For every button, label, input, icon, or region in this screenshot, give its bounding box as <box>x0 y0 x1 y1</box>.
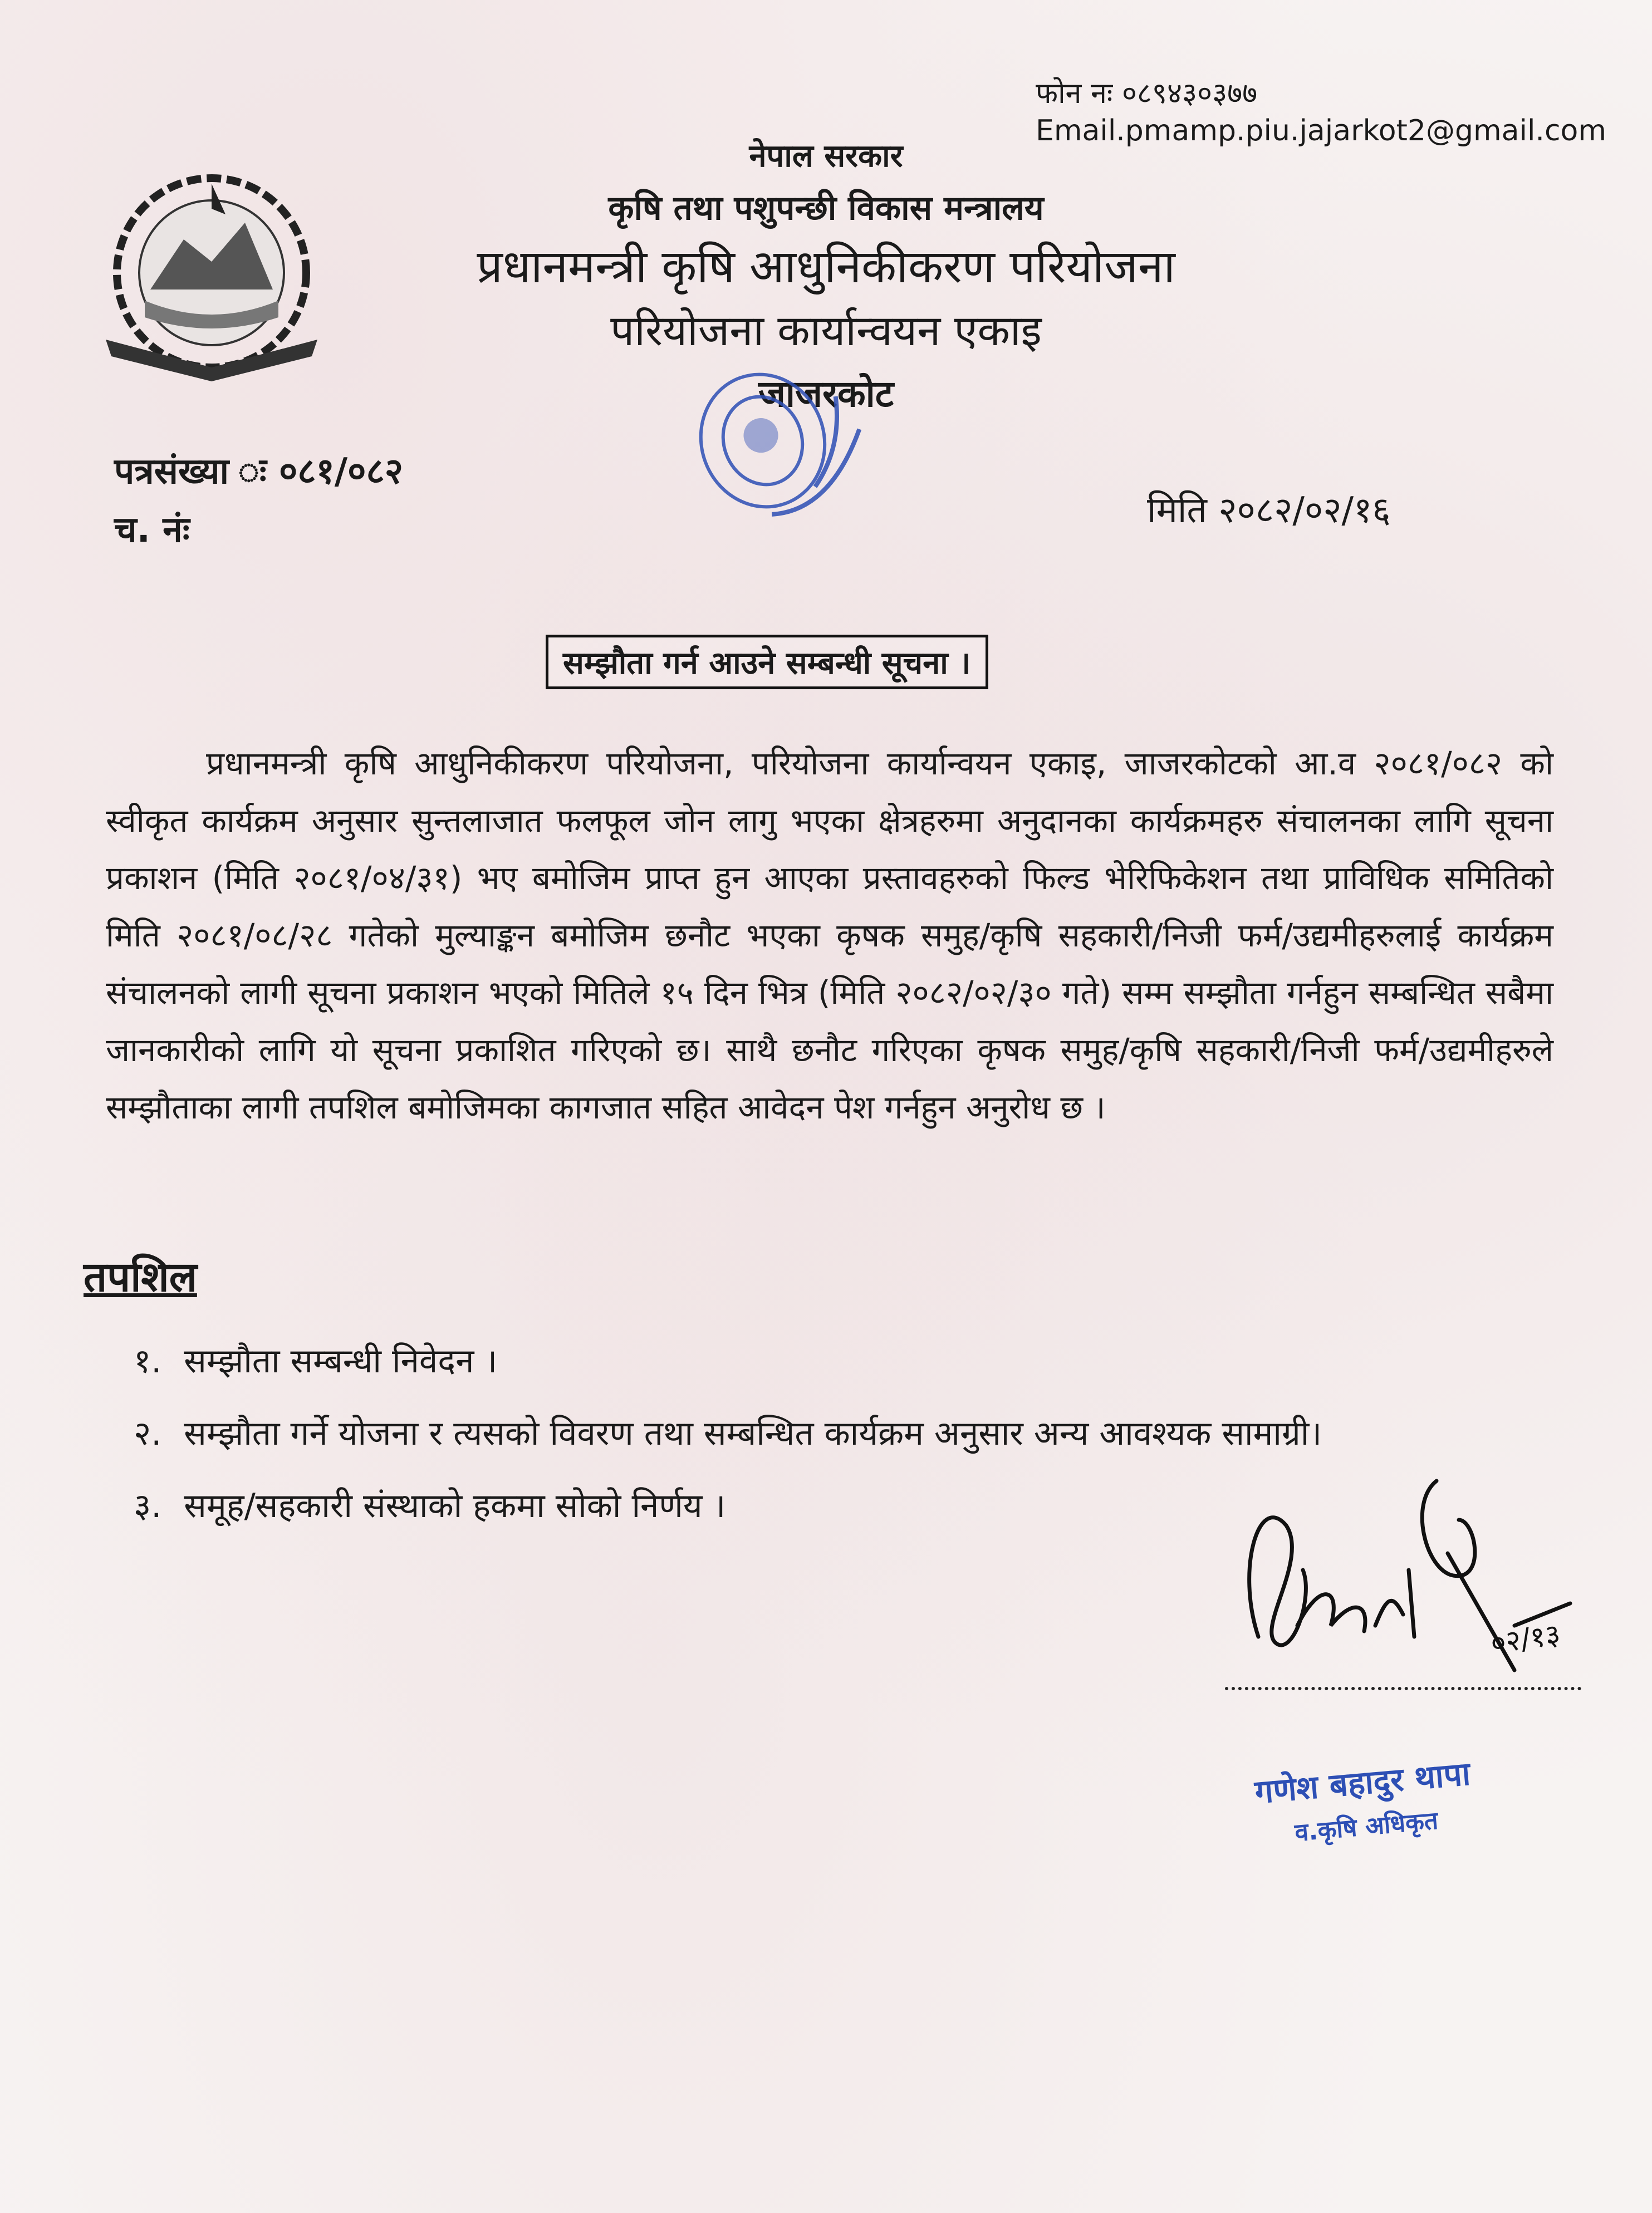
subject-heading: सम्झौता गर्न आउने सम्बन्धी सूचना । <box>546 635 988 689</box>
phone-number: फोन नः ०८९४३०३७७ <box>1036 77 1258 110</box>
office-stamp-icon <box>682 356 883 534</box>
signature-line <box>1225 1687 1581 1690</box>
email-address: Email.pmamp.piu.jajarkot2@gmail.com <box>1036 114 1607 148</box>
government-name: नेपाल सरकार <box>749 138 903 174</box>
list-heading: तपशिल <box>84 1253 197 1301</box>
letter-date: मिति २०८२/०२/१६ <box>1147 490 1391 531</box>
list-item <box>134 1325 1322 1397</box>
dispatch-number: च. नंः <box>114 509 190 551</box>
list-item-text: सम्झौता गर्ने योजना र त्यसको विवरण तथा सम्बन्धित कार्यक्रम अनुसार अन्य आवश्यक सामाग्री। <box>184 1414 1322 1453</box>
list-item <box>134 1470 1322 1542</box>
officer-name: गणेश बहादुर थापा <box>1253 1754 1472 1811</box>
list-item-number: १. <box>134 1342 162 1381</box>
list-item-text: सम्झौता सम्बन्धी निवेदन । <box>184 1342 498 1381</box>
project-name: प्रधानमन्त्री कृषि आधुनिकीकरण परियोजना <box>477 241 1175 293</box>
letter-number: पत्रसंख्या ः ०८१/०८२ <box>114 451 403 492</box>
list-item <box>134 1397 1322 1470</box>
notice-body: प्रधानमन्त्री कृषि आधुनिकीकरण परियोजना, परियोजना कार्यान्वयन एकाइ, जाजरकोटको आ.व २०८१/०८२ को स्वीकृत कार्यक्रम अनुसार सुन्तलाजात फलफूल जोन लागु भएका क्षेत्रहरुमा अनुदानका कार्यक्रमहरु संचालनका लागि सूचना प्रकाशन (मिति २०८१/०४/३१) भए बमोजिम प्राप्त हुन आएका प्रस्तावहरुको फिल्ड भेरिफिकेशन तथा प्राविधिक समितिको मिति २०८१/०८/२८ गतेको मुल्याङ्कन बमोजिम छनौट भएका कृषक समुह/कृषि सहकारी/निजी फर्म/उद्यमीहरुलाई कार्यक्रम संचालनको लागी सूचना प्रकाशन भएको मितिले १५ दिन भित्र (मिति २०८२/०२/३० गते) सम्म सम्झौता गर्नहुन सम्बन्धित सबैमा जानकारीको लागि यो सूचना प्रकाशित गरिएको छ। साथै छनौट गरिएका कृषक समुह/कृषि सहकारी/निजी फर्म/उद्यमीहरुले सम्झौताका लागी तपशिल बमोजिमका कागजात सहित आवेदन पेश गर्नहुन अनुरोध छ । <box>106 744 1553 1126</box>
officer-title: व.कृषि अधिकृत <box>1293 1806 1439 1847</box>
list-item-number: २. <box>134 1414 162 1453</box>
unit-name: परियोजना कार्यान्वयन एकाइ <box>610 306 1042 355</box>
list-item-text: समूह/सहकारी संस्थाको हकमा सोको निर्णय । <box>184 1486 726 1525</box>
ministry-name: कृषि तथा पशुपन्छी विकास मन्त्रालय <box>608 189 1044 228</box>
signature-date: ०२/१३ <box>1488 1617 1563 1661</box>
document-list <box>134 1325 1322 1542</box>
list-item-number: ३. <box>134 1486 162 1525</box>
district-name: जाजरकोट <box>758 372 894 415</box>
handwritten-signature <box>1225 1459 1587 1692</box>
